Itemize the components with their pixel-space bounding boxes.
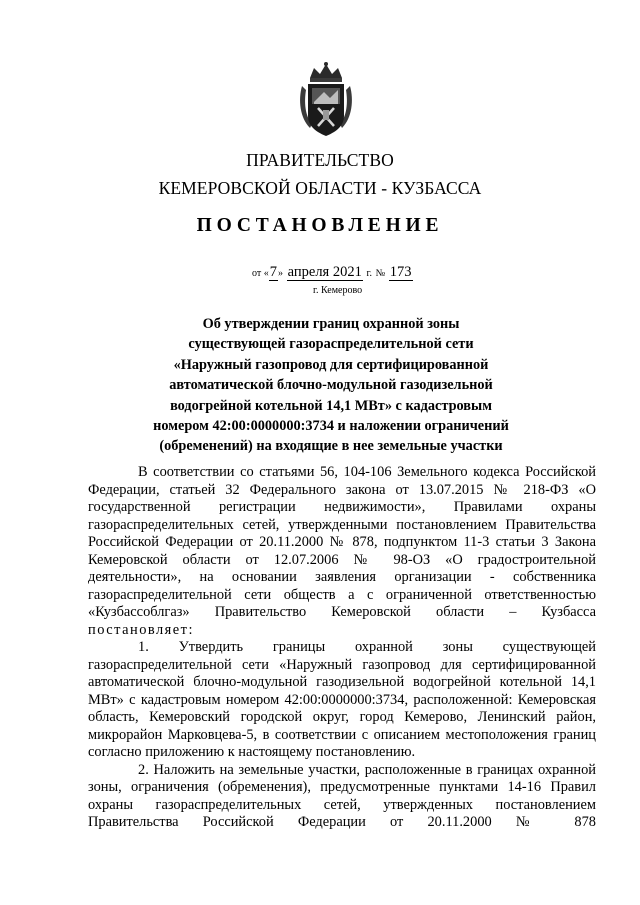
government-name-line2: КЕМЕРОВСКОЙ ОБЛАСТИ - КУЗБАССА — [158, 178, 482, 198]
coat-of-arms-emblem — [296, 60, 356, 140]
government-name-line1: ПРАВИТЕЛЬСТВО — [246, 150, 394, 170]
title-line: номером 42:00:0000000:3734 и наложении ограничений — [153, 418, 509, 435]
dateline-number-sign: № — [375, 268, 386, 279]
dateline-close-quote: » — [278, 268, 283, 279]
document-type-heading: ПОСТАНОВЛЕНИЕ — [196, 215, 444, 236]
body-paragraph-item-2: 2. Наложить на земельные участки, расположенные в границах охранной зоны, ограничения (обременения), предусмотренные пунктами 14-16 Правил охраны газораспределительных сетей, утвержденных постановлением Правительства Российской Федерации от 20.11.2000 № 878 — [88, 761, 596, 830]
document-body — [88, 464, 596, 832]
document-title — [140, 314, 522, 457]
body-paragraph-item-1: 1. Утвердить границы охранной зоны существующей газораспределительной сети «Наружный газопровод для сертифицированной автоматической блочно-модульной газодизельной водогрейной котельной 14,1 МВт» с кадастровым номером 42:00:0000000:3734, расположенной: Кемеровская область, Кемеровский городской округ, город Кемерово, Ленинский район, микрорайон Марковцева-5, в соответствии с описанием местоположения границ согласно приложению к настоящему постановлению. — [88, 639, 596, 760]
title-line: «Наружный газопровод для сертифицированной — [173, 356, 489, 373]
document-city: г. Кемерово — [313, 285, 363, 296]
title-line: существующей газораспределительной сети — [188, 336, 474, 353]
preamble-action: постановляет: — [88, 621, 194, 638]
title-line: Об утверждении границ охранной зоны — [202, 316, 460, 332]
title-line: (обременений) на входящие в нее земельные участки — [159, 438, 503, 455]
dateline-number: 173 — [389, 264, 412, 280]
dateline-month-year: апреля 2021 — [287, 264, 362, 280]
title-line: автоматической блочно-модульной газодизельной — [169, 377, 493, 394]
preamble-text: В соответствии со статьями 56, 104-106 Земельного кодекса Российской Федерации, статьей 32 Федерального закона от 13.07.2015 № 218-ФЗ «О государственной регистрации недвижимости», Правилами охраны газораспределительных сетей, утвержденными постановлением Правительства Российской Федерации от 20.11.2000 № 878, подпунктом 11-3 статьи 3 Закона Кемеровской области от 12.07.2006 № 98-ОЗ «О градостроительной деятельности», на основании заявления организации - собственника газораспределительной сети обществ а с ограниченной ответственностью «Кузбассоблгаз» Правительство Кемеровской области – Кузбасса — [88, 464, 596, 620]
dateline-from: от « — [252, 268, 269, 279]
document-dateline — [252, 264, 413, 281]
title-line: водогрейной котельной 14,1 МВт» с кадастровым — [170, 397, 492, 414]
dateline-year-suffix: г. — [366, 268, 372, 279]
dateline-day: 7 — [269, 264, 277, 280]
body-paragraph-preamble — [88, 464, 596, 639]
